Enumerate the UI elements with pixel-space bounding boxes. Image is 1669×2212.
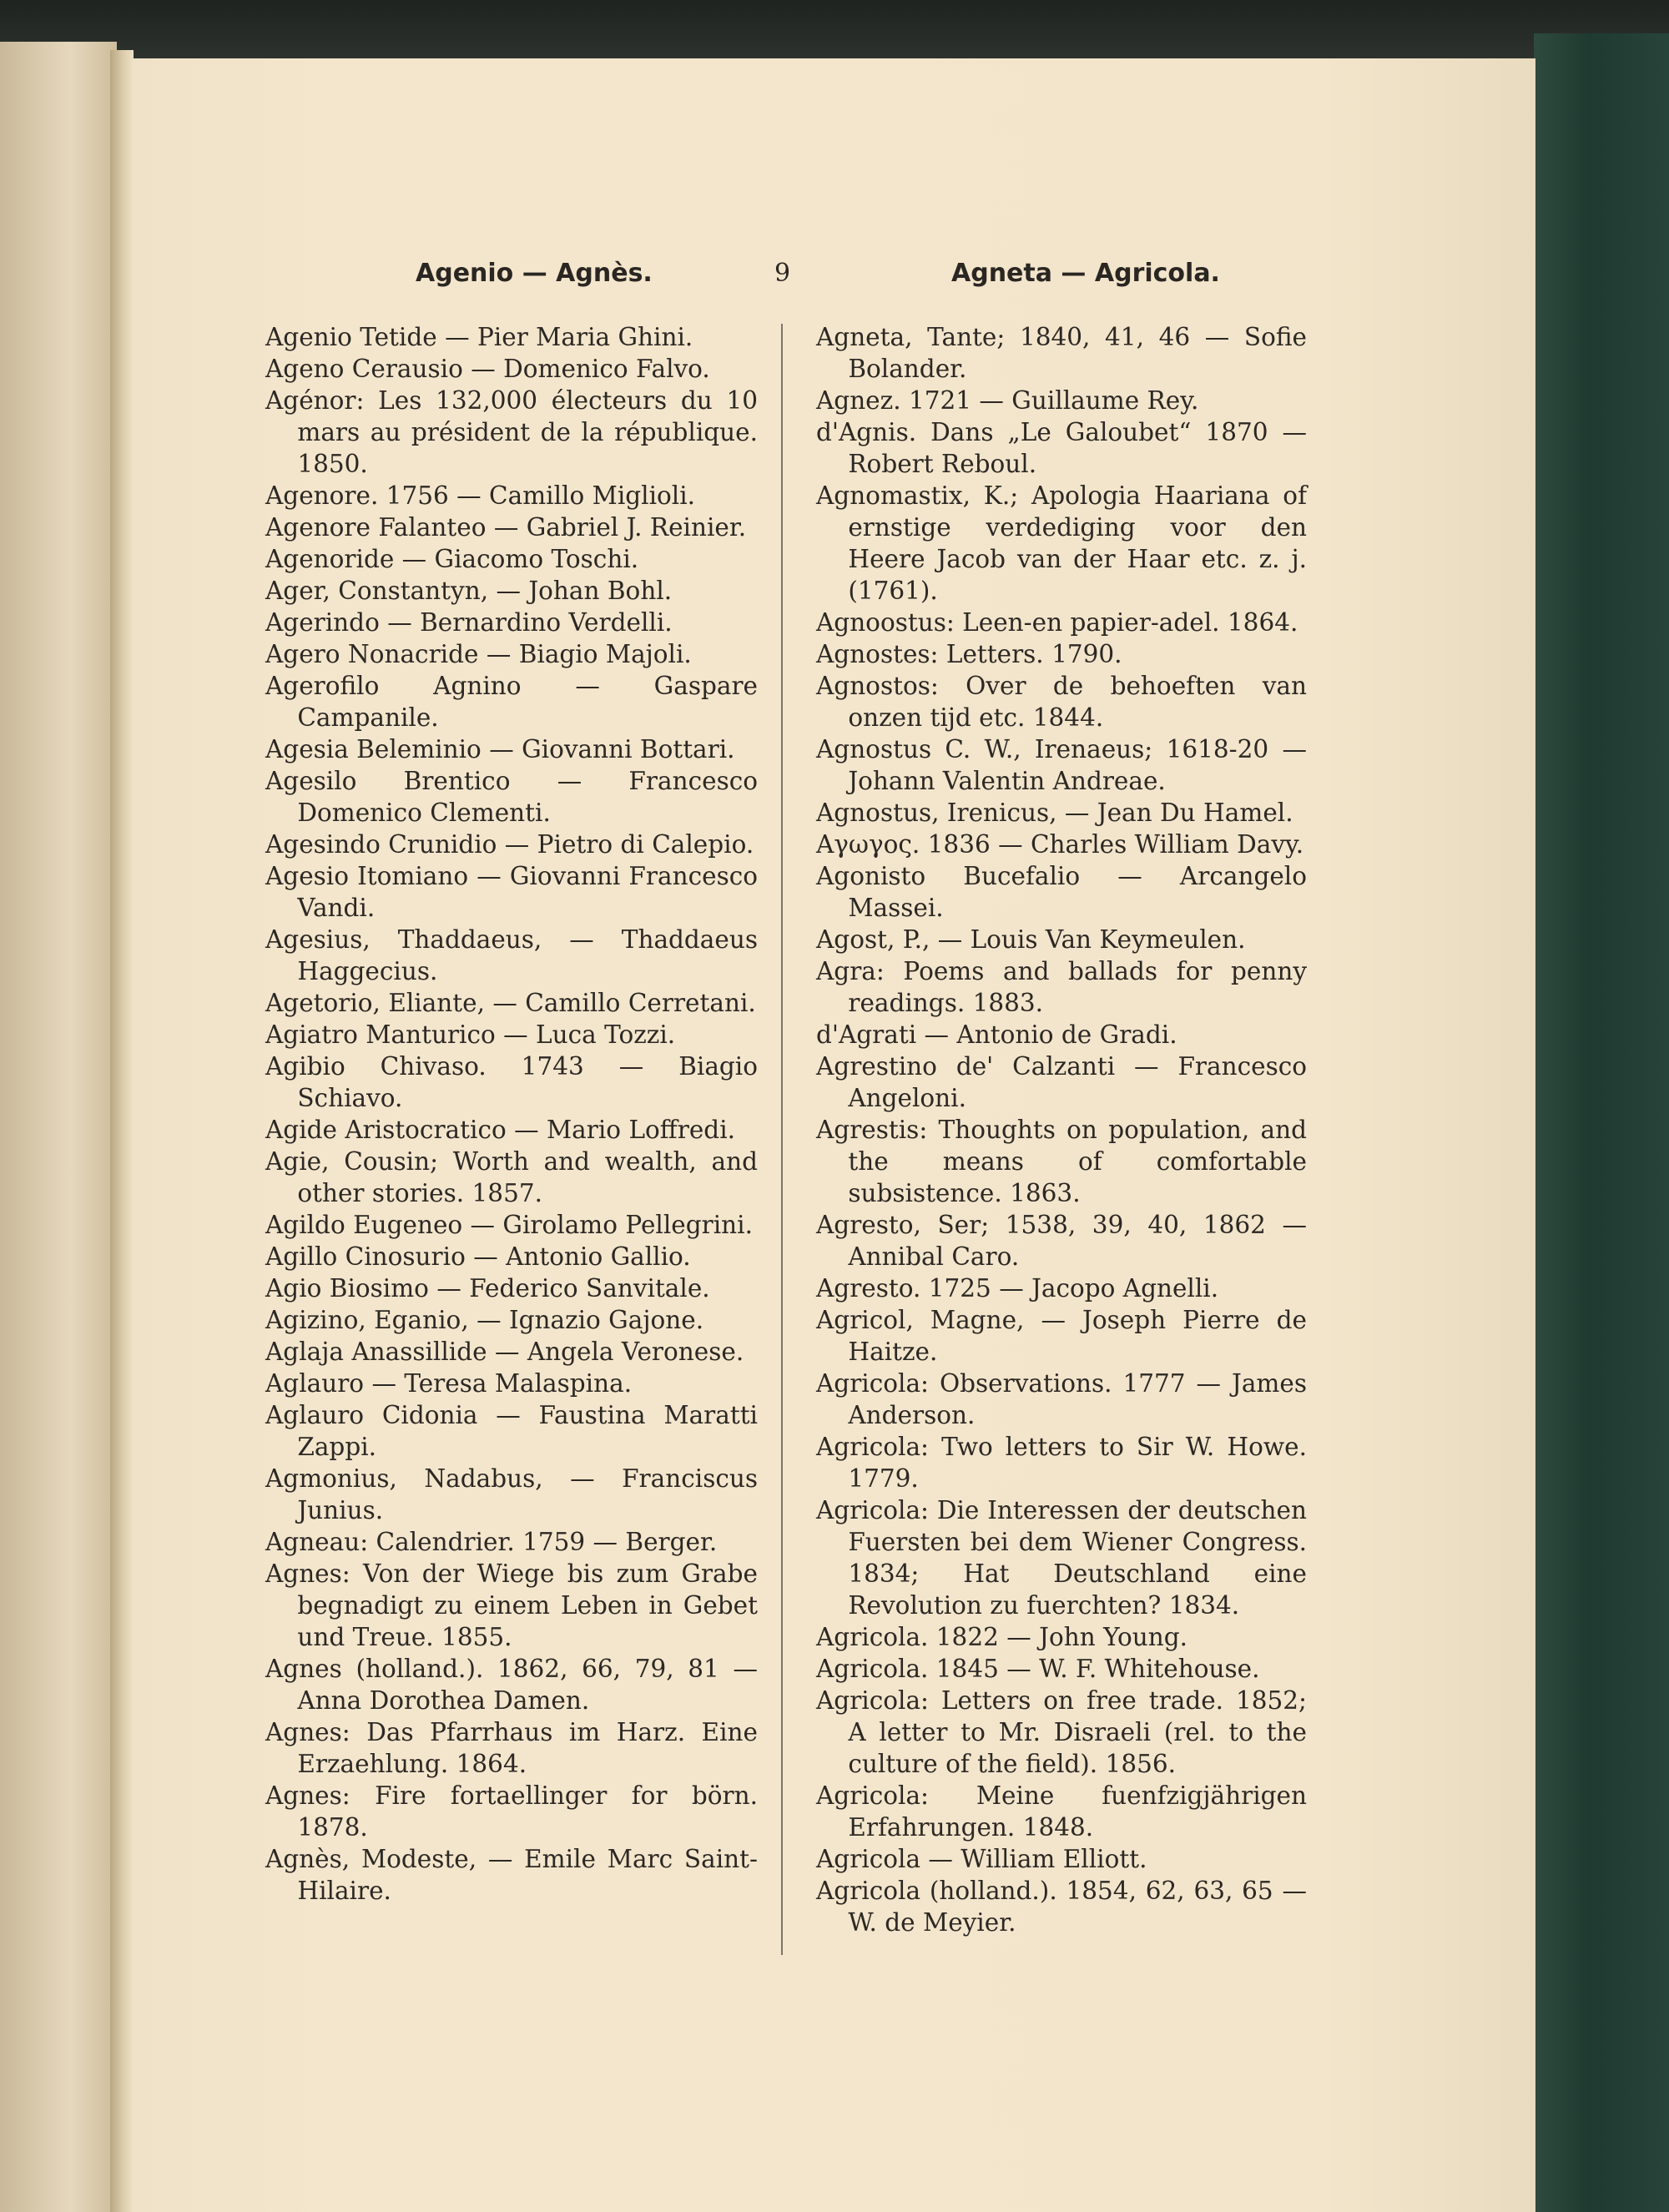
index-entry: Agresto, Ser; 1538, 39, 40, 1862 — Annibal Caro. — [816, 1211, 1307, 1271]
right-column — [816, 321, 1307, 1938]
index-entry: Agesius, Thaddaeus, — Thaddaeus Haggecius. — [265, 925, 758, 985]
index-entry: Agrestino de' Calzanti — Francesco Angeloni. — [816, 1052, 1307, 1112]
index-entry: Agnostos: Over de behoeften van onzen tijd etc. 1844. — [816, 672, 1307, 732]
index-entry: Agie, Cousin; Worth and wealth, and other stories. 1857. — [265, 1147, 758, 1207]
index-entry: Agnes (holland.). 1862, 66, 79, 81 — Anna Dorothea Damen. — [265, 1655, 758, 1715]
index-entry: Agenore. 1756 — Camillo Miglioli. — [265, 481, 696, 510]
index-entry: Agnomastix, K.; Apologia Haariana of ernstige verdediging voor den Heere Jacob van der Haar etc. z. j. (1761). — [816, 481, 1307, 605]
index-entry: Agide Aristocratico — Mario Loffredi. — [265, 1116, 736, 1144]
index-entry: Agricola: Letters on free trade. 1852; A letter to Mr. Disraeli (rel. to the culture of the field). 1856. — [816, 1686, 1307, 1778]
index-entry: Agnes: Das Pfarrhaus im Harz. Eine Erzaehlung. 1864. — [265, 1718, 758, 1778]
index-entry: Agnez. 1721 — Guillaume Rey. — [816, 386, 1199, 415]
index-entry: Agnoostus: Leen-en papier-adel. 1864. — [816, 608, 1298, 637]
index-entry: Ager, Constantyn, — Johan Bohl. — [265, 577, 673, 605]
index-entry: Agra: Poems and ballads for penny readings. 1883. — [816, 957, 1307, 1017]
index-entry: Agenore Falanteo — Gabriel J. Reinier. — [265, 513, 747, 542]
index-entry: Agrestis: Thoughts on population, and the means of comfortable subsistence. 1863. — [816, 1116, 1307, 1207]
index-entry: Agricola (holland.). 1854, 62, 63, 65 — W. de Meyier. — [816, 1877, 1307, 1937]
index-entry: Aglaja Anassillide — Angela Veronese. — [265, 1338, 744, 1366]
index-entry: Agricola: Die Interessen der deutschen Fuersten bei dem Wiener Congress. 1834; Hat Deutschland eine Revolution zu fuerchten? 1834. — [816, 1496, 1307, 1620]
index-entry: Agneta, Tante; 1840, 41, 46 — Sofie Bolander. — [816, 323, 1307, 383]
index-entry: Agio Biosimo — Federico Sanvitale. — [265, 1274, 710, 1303]
index-entry: Agnostes: Letters. 1790. — [816, 640, 1122, 668]
index-entry: Agiatro Manturico — Luca Tozzi. — [265, 1020, 676, 1049]
index-entry: Agnès, Modeste, — Emile Marc Saint-Hilaire. — [265, 1845, 758, 1905]
index-entry: Agenoride — Giacomo Toschi. — [265, 545, 639, 573]
index-entry: Agricola: Observations. 1777 — James Anderson. — [816, 1369, 1307, 1429]
index-entry: Agesilo Brentico — Francesco Domenico Clementi. — [265, 767, 758, 827]
index-entry: Ageno Cerausio — Domenico Falvo. — [265, 355, 710, 383]
left-page-edge — [0, 42, 117, 2212]
column-divider — [781, 324, 783, 1955]
index-entry: Aglauro — Teresa Malaspina. — [265, 1369, 633, 1398]
index-entry: Aglauro Cidonia — Faustina Maratti Zappi. — [265, 1401, 758, 1461]
index-entry: Agildo Eugeneo — Girolamo Pellegrini. — [265, 1211, 753, 1239]
index-entry: Agetorio, Eliante, — Camillo Cerretani. — [265, 989, 756, 1017]
index-entry: Agizino, Eganio, — Ignazio Gajone. — [265, 1306, 704, 1334]
book-cover-right — [1534, 33, 1669, 2212]
index-entry: Agresto. 1725 — Jacopo Agnelli. — [816, 1274, 1219, 1303]
index-entry: Αγωγος. 1836 — Charles William Davy. — [816, 830, 1304, 859]
index-entry: Agesio Itomiano — Giovanni Francesco Vandi. — [265, 862, 758, 922]
index-entry: Agnostus, Irenicus, — Jean Du Hamel. — [816, 799, 1293, 827]
index-entry: Agnes: Fire fortaellinger for börn. 1878. — [265, 1781, 758, 1842]
index-entry: Agerofilo Agnino — Gaspare Campanile. — [265, 672, 758, 732]
index-entry: Agneau: Calendrier. 1759 — Berger. — [265, 1528, 718, 1556]
index-entry: Agnes: Von der Wiege bis zum Grabe begnadigt zu einem Leben in Gebet und Treue. 1855. — [265, 1559, 758, 1651]
left-column — [265, 321, 758, 1907]
index-entry: Agost, P., — Louis Van Keymeulen. — [816, 925, 1246, 954]
index-entry: d'Agrati — Antonio de Gradi. — [816, 1020, 1177, 1049]
index-entry: Agmonius, Nadabus, — Franciscus Junius. — [265, 1464, 758, 1524]
index-entry: Agonisto Bucefalio — Arcangelo Massei. — [816, 862, 1307, 922]
index-entry: Agero Nonacride — Biagio Majoli. — [265, 640, 692, 668]
book-gutter — [110, 50, 134, 2212]
index-entry: Agesindo Crunidio — Pietro di Calepio. — [265, 830, 754, 859]
index-entry: Agénor: Les 132,000 électeurs du 10 mars au président de la république. 1850. — [265, 386, 758, 478]
index-entry: Agricola: Two letters to Sir W. Howe. 1779. — [816, 1433, 1307, 1493]
index-entry: Agricola. 1822 — John Young. — [816, 1623, 1188, 1651]
index-entry: Agerindo — Bernardino Verdelli. — [265, 608, 673, 637]
index-entry: Agnostus C. W., Irenaeus; 1618-20 — Johann Valentin Andreae. — [816, 735, 1307, 795]
index-entry: Agricola — William Elliott. — [816, 1845, 1147, 1873]
running-header-left: Agenio — Agnès. — [416, 259, 653, 288]
index-entry: Agillo Cinosurio — Antonio Gallio. — [265, 1242, 691, 1271]
index-entry: Agibio Chivaso. 1743 — Biagio Schiavo. — [265, 1052, 758, 1112]
index-entry: Agricola. 1845 — W. F. Whitehouse. — [816, 1655, 1260, 1683]
index-entry: Agricola: Meine fuenfzigjährigen Erfahrungen. 1848. — [816, 1781, 1307, 1842]
index-entry: Agricol, Magne, — Joseph Pierre de Haitze. — [816, 1306, 1307, 1366]
running-header-right: Agneta — Agricola. — [951, 259, 1220, 288]
index-entry: d'Agnis. Dans „Le Galoubet“ 1870 — Robert Reboul. — [816, 418, 1307, 478]
page-number: 9 — [774, 259, 791, 288]
index-entry: Agesia Beleminio — Giovanni Bottari. — [265, 735, 735, 763]
index-entry: Agenio Tetide — Pier Maria Ghini. — [265, 323, 693, 351]
